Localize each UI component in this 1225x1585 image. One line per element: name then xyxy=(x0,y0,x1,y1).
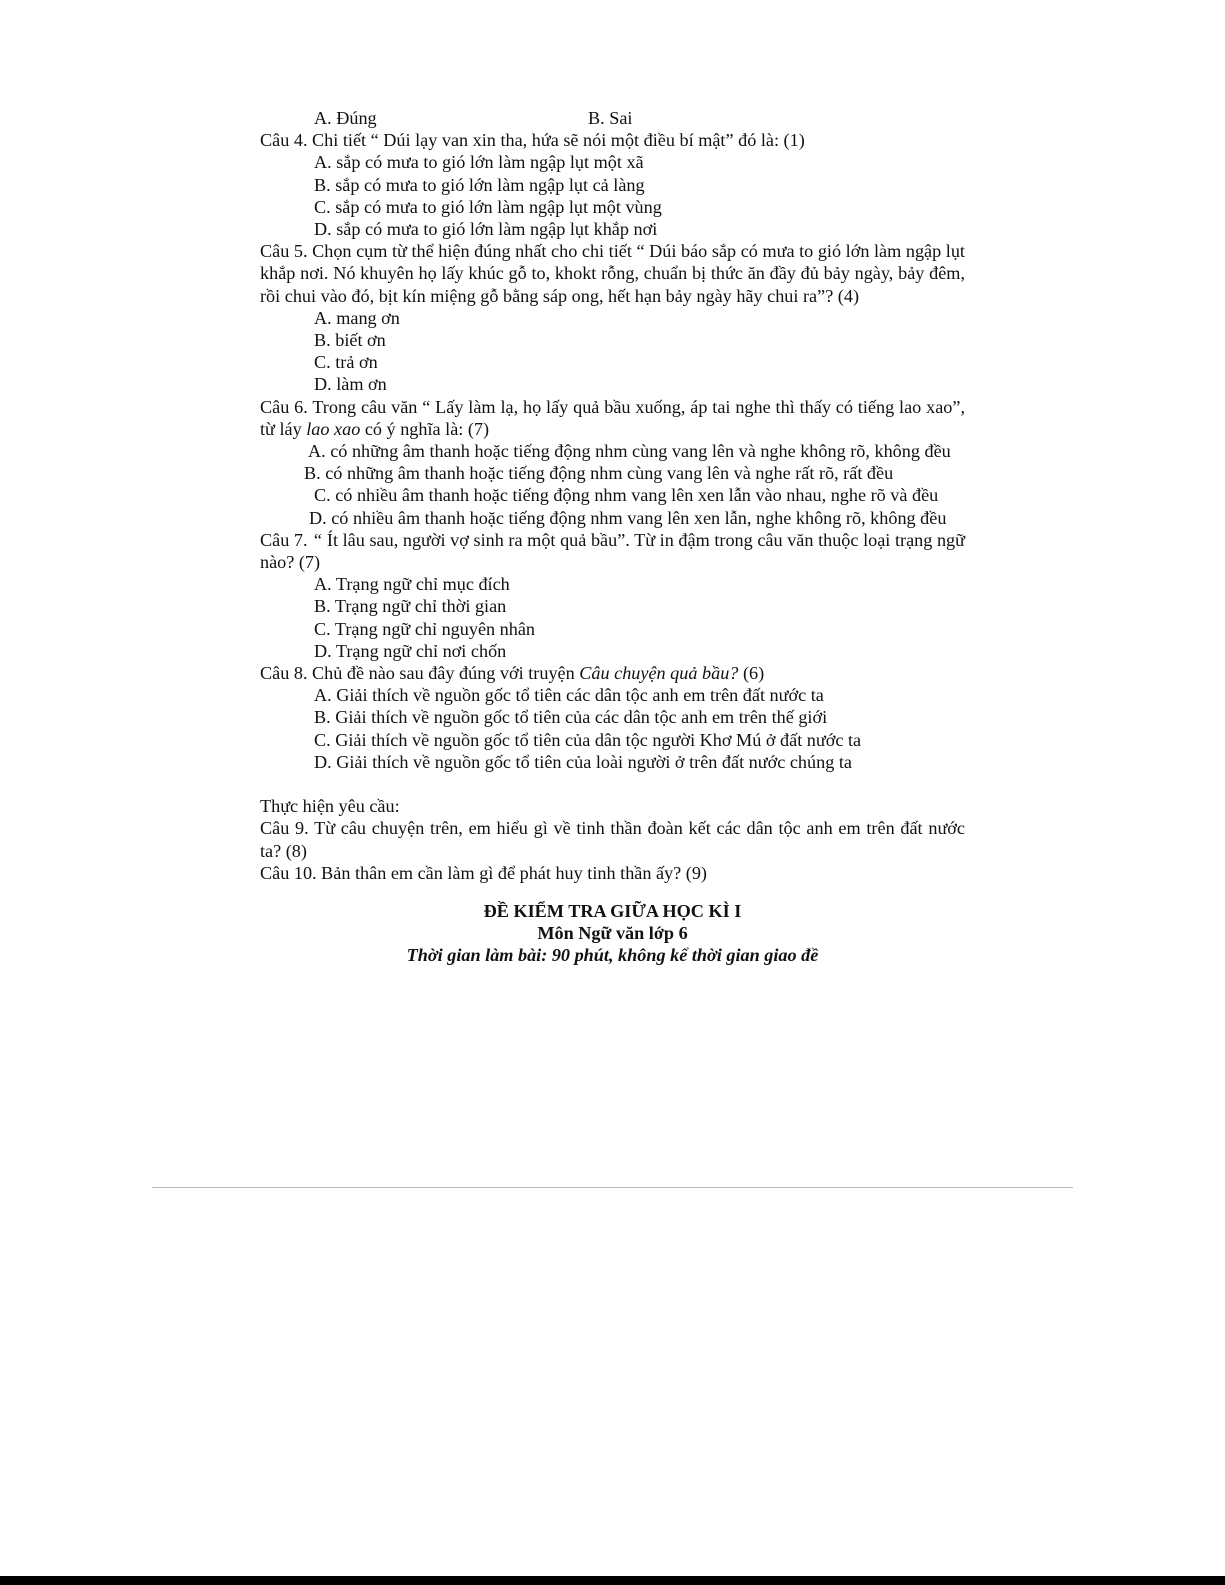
bottom-edge-bar xyxy=(0,1576,1225,1585)
q6-option-d: D. có nhiều âm thanh hoặc tiếng động nhm vang lên xen lẫn, nghe không rõ, không đều xyxy=(309,507,947,528)
q7-italic-quote: “ xyxy=(312,529,323,550)
q4-option-c: C. sắp có mưa to gió lớn làm ngập lụt một vùng xyxy=(314,196,662,217)
q5-question: Câu 5. Chọn cụm từ thể hiện đúng nhất cho chi tiết “ Dúi báo sắp có mưa to gió lớn làm ngập lụt khắp nơi. Nó khuyên họ lấy khúc gỗ to, khokt rỗng, chuẩn bị thức ăn đầy đủ bảy ngày, bảy đêm, rồi chui vào đó, bịt kín miệng gỗ bằng sáp ong, hết hạn bảy ngày hãy chui ra”? (4) xyxy=(260,241,965,306)
q8-question-text: Câu 8. Chủ đề nào sau đây đúng với truyện xyxy=(260,663,580,684)
q6-option-a: A. có những âm thanh hoặc tiếng động nhm cùng vang lên và nghe không rõ, không đều xyxy=(308,441,951,462)
q6-option-c: C. có nhiều âm thanh hoặc tiếng động nhm vang lên xen lẫn vào nhau, nghe rõ và đều xyxy=(314,485,939,506)
q4-option-a: A. sắp có mưa to gió lớn làm ngập lụt một xã xyxy=(314,152,644,173)
q6-question-text: Câu 6. Trong câu văn “ Lấy làm lạ, họ lấy quả bầu xuống, áp tai nghe thì thấy có tiếng lao xao”, từ láy xyxy=(260,396,965,439)
q10-question: Câu 10. Bản thân em cần làm gì để phát huy tinh thần ấy? (9) xyxy=(260,862,707,883)
q8-question-tail: (6) xyxy=(738,663,765,684)
q6-option-b: B. có những âm thanh hoặc tiếng động nhm cùng vang lên và nghe rất rõ, rất đều xyxy=(304,463,894,484)
spacer xyxy=(260,773,965,795)
q4-question: Câu 4. Chi tiết “ Dúi lạy van xin tha, hứa sẽ nói một điều bí mật” đó là: (1) xyxy=(260,130,805,151)
q3-options xyxy=(260,107,965,129)
q8-italic-title: Câu chuyện quả bầu? xyxy=(579,663,739,684)
q3-option-a: A. Đúng xyxy=(314,108,377,128)
q8-option-d: D. Giải thích về nguồn gốc tổ tiên của loài người ở trên đất nước chúng ta xyxy=(314,751,852,772)
q5-option-b: B. biết ơn xyxy=(314,330,386,351)
exam-header xyxy=(260,900,965,967)
q8-option-a: A. Giải thích về nguồn gốc tổ tiên các dân tộc anh em trên đất nước ta xyxy=(314,685,824,706)
q8-option-c: C. Giải thích về nguồn gốc tổ tiên của dân tộc người Khơ Mú ở đất nước ta xyxy=(314,729,862,750)
q8-question xyxy=(260,662,965,684)
q7-question xyxy=(260,529,965,573)
q7-option-d: D. Trạng ngữ chỉ nơi chốn xyxy=(314,640,507,661)
exam-subject: Môn Ngữ văn lớp 6 xyxy=(537,923,688,944)
q3-option-b: B. Sai xyxy=(588,108,633,128)
q7-option-b: B. Trạng ngữ chỉ thời gian xyxy=(314,596,507,617)
exam-duration: Thời gian làm bài: 90 phút, không kể thời gian giao đề xyxy=(406,945,819,966)
task-label: Thực hiện yêu cầu: xyxy=(260,796,400,817)
q7-question-text: Câu 7. xyxy=(260,529,313,550)
page-divider xyxy=(152,1187,1073,1188)
q6-question xyxy=(260,396,965,440)
q7-option-a: A. Trạng ngữ chỉ mục đích xyxy=(314,574,510,595)
document-body xyxy=(260,107,965,967)
q9-question: Câu 9. Từ câu chuyện trên, em hiểu gì về tinh thần đoàn kết các dân tộc anh em trên đất nước ta? (8) xyxy=(260,818,965,861)
q6-italic-term: lao xao xyxy=(306,418,361,439)
q7-option-c: C. Trạng ngữ chỉ nguyên nhân xyxy=(314,618,536,639)
q5-option-d: D. làm ơn xyxy=(314,374,387,395)
exam-title: ĐỀ KIỂM TRA GIỮA HỌC KÌ I xyxy=(483,900,742,921)
q5-option-a: A. mang ơn xyxy=(314,307,400,328)
q4-option-d: D. sắp có mưa to gió lớn làm ngập lụt khắp nơi xyxy=(314,219,658,240)
q6-question-tail: có ý nghĩa là: (7) xyxy=(360,418,490,439)
q4-option-b: B. sắp có mưa to gió lớn làm ngập lụt cả làng xyxy=(314,174,645,195)
q8-option-b: B. Giải thích về nguồn gốc tổ tiên của các dân tộc anh em trên thế giới xyxy=(314,707,828,728)
q7-question-tail: Ít lâu sau, người vợ sinh ra một quả bầu”. Từ in đậm trong câu văn thuộc loại trạng ngữ nào? (7) xyxy=(260,529,965,573)
q5-option-c: C. trả ơn xyxy=(314,352,378,373)
